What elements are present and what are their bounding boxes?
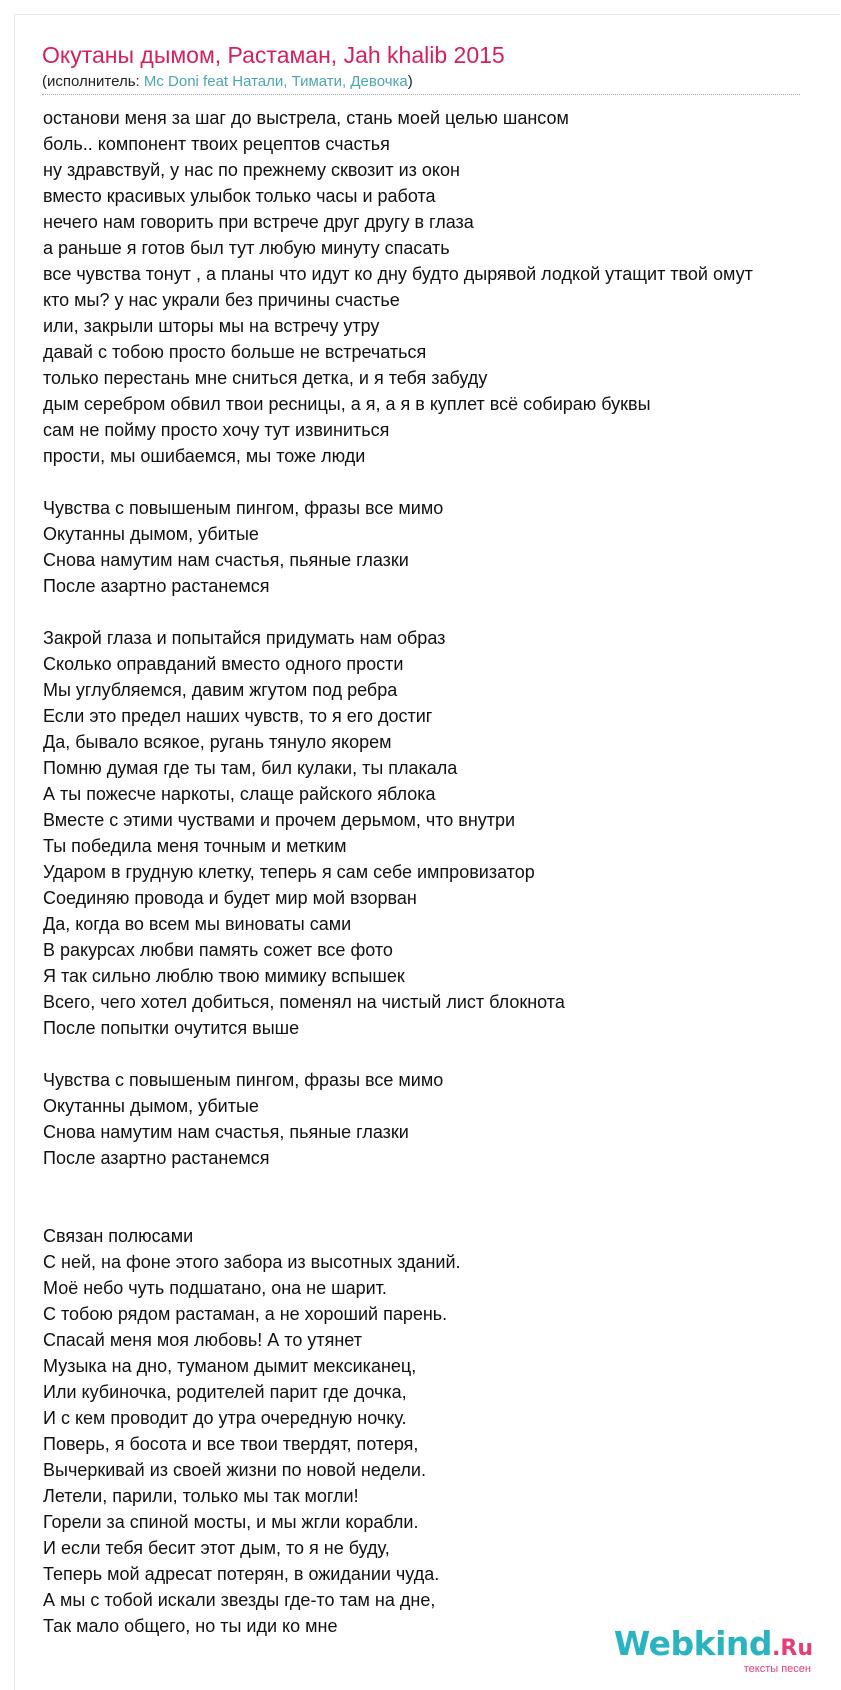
lyric-line: Теперь мой адресат потерян, в ожидании чуда. [43,1564,440,1584]
lyric-line: Да, бывало всякое, ругань тянуло якорем [43,732,392,752]
lyric-line: После азартно растанемся [43,576,270,596]
lyric-line: вместо красивых улыбок только часы и работа [43,186,436,206]
lyric-line: кто мы? у нас украли без причины счастье [43,290,400,310]
lyric-line: Закрой глаза и попытайся придумать нам образ [43,628,446,648]
logo-tagline: тексты песен [743,1663,811,1675]
lyric-line: боль.. компонент твоих рецептов счастья [43,134,390,154]
lyric-line: сам не пойму просто хочу тут извиниться [43,420,390,440]
lyric-line: Окутанны дымом, убитые [43,1096,259,1116]
lyric-line: только перестань мне сниться детка, и я тебя забуду [43,368,488,388]
lyric-line: Вместе с этими чуствами и прочем дерьмом, что внутри [43,810,516,830]
lyric-line: Мы углубляемся, давим жгутом под ребра [43,680,398,700]
lyric-line: После азартно растанемся [43,1148,270,1168]
lyric-line: Чувства с повышеным пингом, фразы все мимо [43,498,444,518]
lyric-line: Музыка на дно, туманом дымит мексиканец, [43,1356,417,1376]
lyric-line: Всего, чего хотел добиться, поменял на чистый лист блокнота [43,992,565,1012]
lyric-line: Моё небо чуть подшатано, она не шарит. [43,1278,387,1298]
lyric-line: Или кубиночка, родителей парит где дочка, [43,1382,407,1402]
lyric-line: Снова намутим нам счастья, пьяные глазки [43,1122,409,1142]
lyric-line: Я так сильно люблю твою мимику вспышек [43,966,405,986]
lyric-line: Вычеркивай из своей жизни по новой недели. [43,1460,426,1480]
lyric-line: После попытки очутится выше [43,1018,300,1038]
lyric-line: останови меня за шаг до выстрела, стань моей целью шансом [43,108,569,128]
title-divider [42,94,800,95]
lyric-line: В ракурсах любви память сожет все фото [43,940,393,960]
lyric-line: Связан полюсами [43,1226,194,1246]
lyric-line: все чувства тонут , а планы что идут ко дну будто дырявой лодкой утащит твой омут [43,264,753,284]
lyric-line: а раньше я готов был тут любую минуту спасать [43,238,450,258]
lyric-line: дым серебром обвил твои ресницы, а я, а я в куплет всё собираю буквы [43,394,651,414]
lyric-line: Да, когда во всем мы виноваты сами [43,914,352,934]
lyric-line: Так мало общего, но ты иди ко мне [43,1616,338,1636]
lyric-line: Спасай меня моя любовь! А то утянет [43,1330,362,1350]
lyric-line: С ней, на фоне этого забора из высотных зданий. [43,1252,461,1272]
lyric-line: Чувства с повышеным пингом, фразы все мимо [43,1070,444,1090]
lyric-line: С тобою рядом растаман, а не хороший парень. [43,1304,448,1324]
lyric-blank-line [43,599,841,625]
lyric-line: прости, мы ошибаемся, мы тоже люди [43,446,366,466]
performer-line [42,72,413,92]
lyric-line: Ты победила меня точным и метким [43,836,347,856]
lyric-blank-line [43,1041,841,1067]
lyric-line: Помню думая где ты там, бил кулаки, ты плакала [43,758,458,778]
lyric-blank-line [43,1197,841,1223]
lyric-line: Ударом в грудную клетку, теперь я сам себе импровизатор [43,862,535,882]
lyric-blank-line [43,1171,841,1197]
logo-brand: Webkind [613,1624,773,1663]
lyric-line: И с кем проводит до утра очередную ночку. [43,1408,407,1428]
lyric-line: Снова намутим нам счастья, пьяные глазки [43,550,409,570]
lyric-line: Сколько оправданий вместо одного прости [43,654,404,674]
lyric-line: Горели за спиной мосты, и мы жгли корабли. [43,1512,419,1532]
lyric-line: А мы с тобой искали звезды где-то там на дне, [43,1590,436,1610]
lyric-line: Если это предел наших чувств, то я его достиг [43,706,433,726]
lyric-line: или, закрыли шторы мы на встречу утру [43,316,380,336]
lyric-line: ну здравствуй, у нас по прежнему сквозит из окон [43,160,460,180]
performer-artists-link[interactable]: Mc Doni feat Натали, Тимати, Девочка [143,73,408,90]
logo-tld: .Ru [772,1636,813,1661]
lyrics-body [43,105,841,1639]
performer-suffix: ) [407,73,413,90]
lyric-line: Поверь, я босота и все твои твердят, потеря, [43,1434,419,1454]
lyric-line: А ты пожесче наркоты, слаще райского яблока [43,784,436,804]
performer-prefix: (исполнитель: [42,73,144,90]
lyric-line: нечего нам говорить при встрече друг другу в глаза [43,212,474,232]
webkind-logo[interactable] [613,1624,813,1674]
lyric-line: Соединяю провода и будет мир мой взорван [43,888,417,908]
lyric-line: И если тебя бесит этот дым, то я не буду, [43,1538,390,1558]
lyric-line: Окутанны дымом, убитые [43,524,259,544]
lyric-line: давай с тобою просто больше не встречаться [43,342,427,362]
lyric-blank-line [43,469,841,495]
page-title: Окутаны дымом, Растаман, Jah khalib 2015 [42,42,505,68]
lyric-line: Летели, парили, только мы так могли! [43,1486,359,1506]
logo-wordmark [614,1624,813,1663]
